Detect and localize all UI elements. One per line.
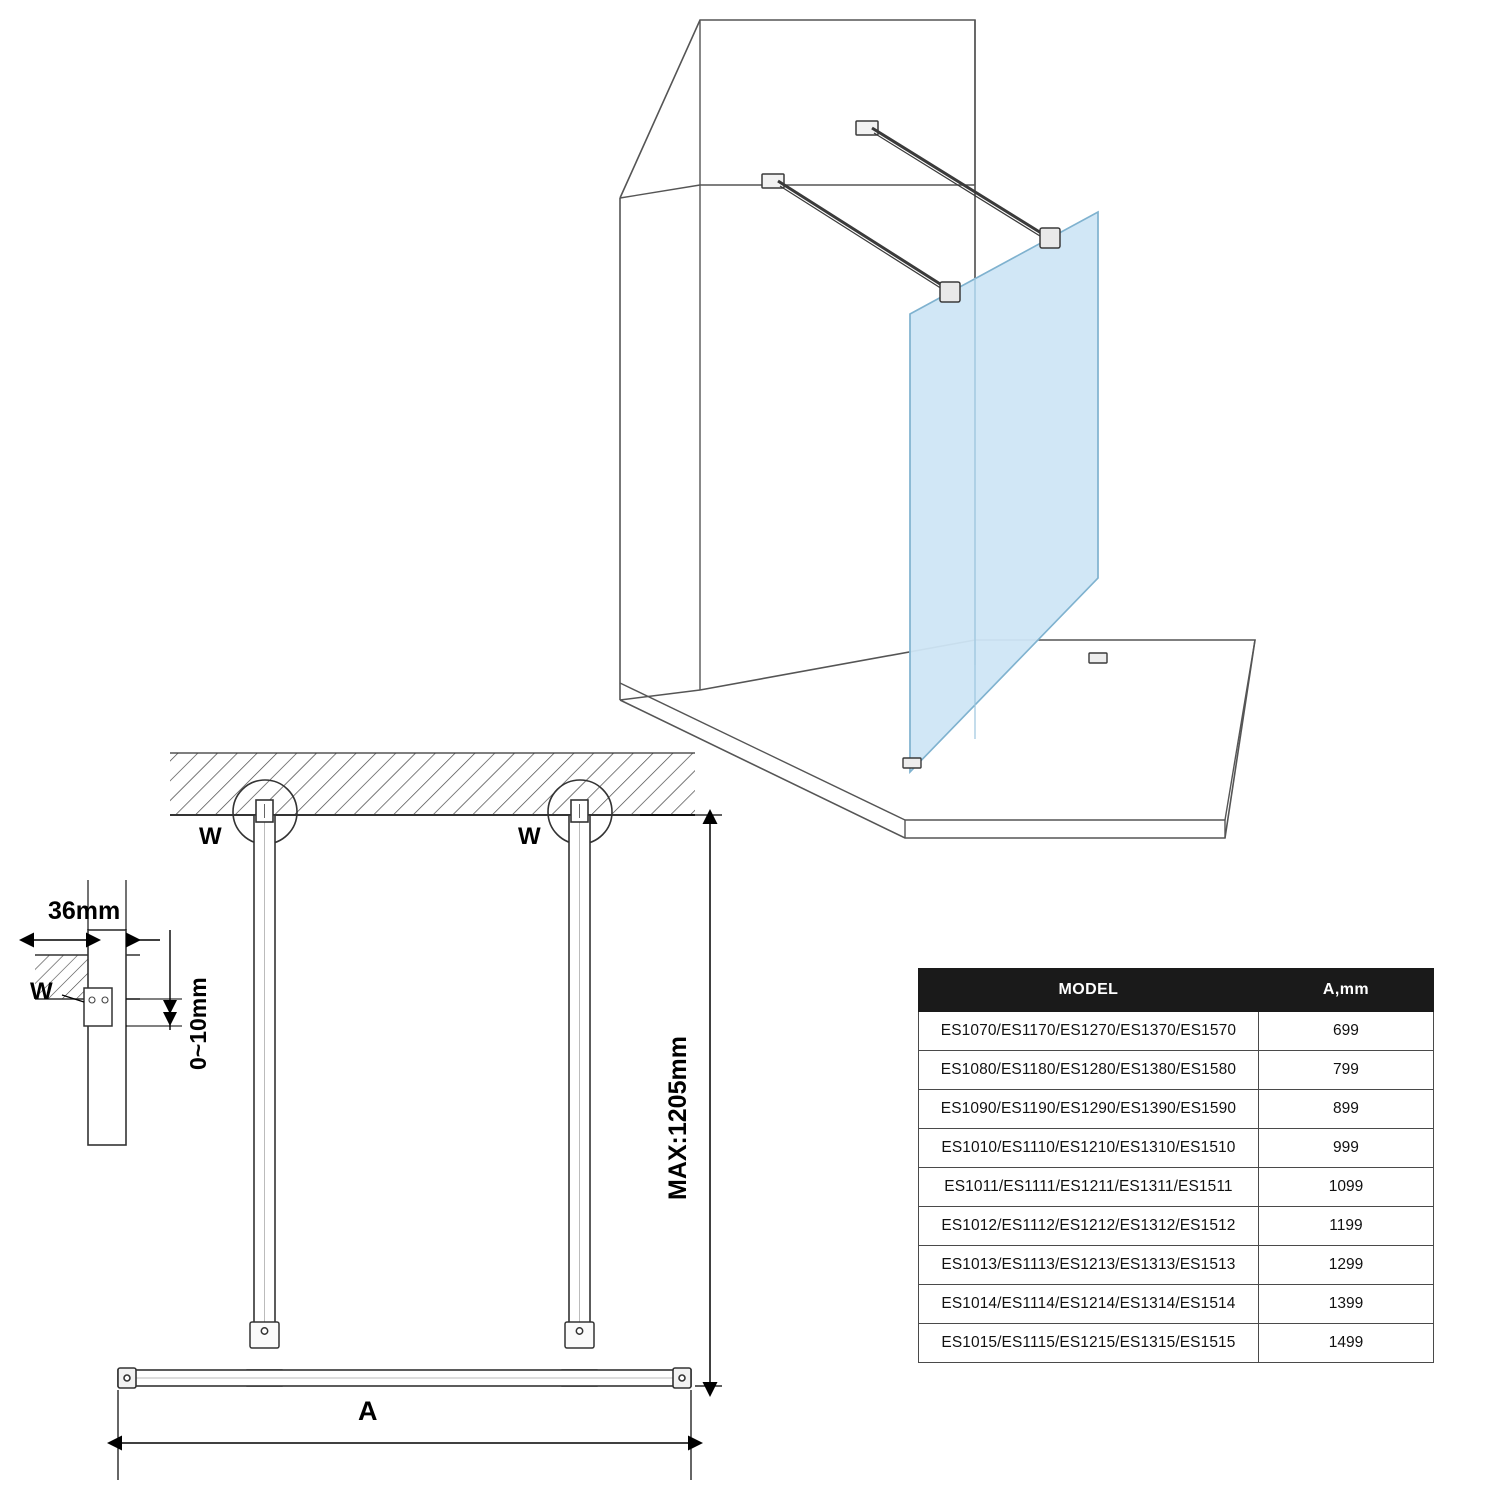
cell-model: ES1011/ES1111/ES1211/ES1311/ES1511	[919, 1168, 1259, 1207]
label-wall-gap: 0~10mm	[185, 977, 211, 1070]
table-row	[919, 1012, 1434, 1051]
cell-a-value: 1199	[1258, 1207, 1433, 1246]
label-wall-mark-3: W	[30, 978, 53, 1005]
label-width-a: A	[358, 1396, 378, 1426]
cell-a-value: 899	[1258, 1090, 1433, 1129]
cell-a-value: 1299	[1258, 1246, 1433, 1285]
table-row	[919, 1090, 1434, 1129]
table-row	[919, 1324, 1434, 1363]
cell-model: ES1015/ES1115/ES1215/ES1315/ES1515	[919, 1324, 1259, 1363]
table-header-row	[919, 969, 1434, 1012]
cell-a-value: 1499	[1258, 1324, 1433, 1363]
table-row	[919, 1051, 1434, 1090]
table-row	[919, 1207, 1434, 1246]
table-row	[919, 1246, 1434, 1285]
cell-model: ES1070/ES1170/ES1270/ES1370/ES1570	[919, 1012, 1259, 1051]
cell-a-value: 1099	[1258, 1168, 1433, 1207]
glass-edge-elevation	[118, 1368, 691, 1388]
table-header-model: MODEL	[919, 969, 1259, 1012]
model-spec-table	[918, 968, 1434, 1363]
cell-model: ES1014/ES1114/ES1214/ES1314/ES1514	[919, 1285, 1259, 1324]
cell-model: ES1080/ES1180/ES1280/ES1380/ES1580	[919, 1051, 1259, 1090]
cell-a-value: 999	[1258, 1129, 1433, 1168]
label-bracket-width: 36mm	[48, 897, 121, 925]
cell-model: ES1012/ES1112/ES1212/ES1312/ES1512	[919, 1207, 1259, 1246]
table-row	[919, 1168, 1434, 1207]
vertical-bars-elevation	[254, 800, 590, 1335]
table-row	[919, 1129, 1434, 1168]
cell-model: ES1013/ES1113/ES1213/ES1313/ES1513	[919, 1246, 1259, 1285]
cell-a-value: 799	[1258, 1051, 1433, 1090]
label-wall-mark-2: W	[518, 823, 541, 850]
label-max-height: MAX:1205mm	[664, 1036, 692, 1200]
cell-model: ES1090/ES1190/ES1290/ES1390/ES1590	[919, 1090, 1259, 1129]
support-bar-front	[762, 174, 960, 302]
cell-a-value: 1399	[1258, 1285, 1433, 1324]
cell-a-value: 699	[1258, 1012, 1433, 1051]
width-dimension	[118, 1390, 691, 1480]
glass-panel-3d	[910, 212, 1098, 772]
table-row	[919, 1285, 1434, 1324]
label-wall-mark-1: W	[199, 823, 222, 850]
table-header-a: A,mm	[1258, 969, 1433, 1012]
cell-model: ES1010/ES1110/ES1210/ES1310/ES1510	[919, 1129, 1259, 1168]
